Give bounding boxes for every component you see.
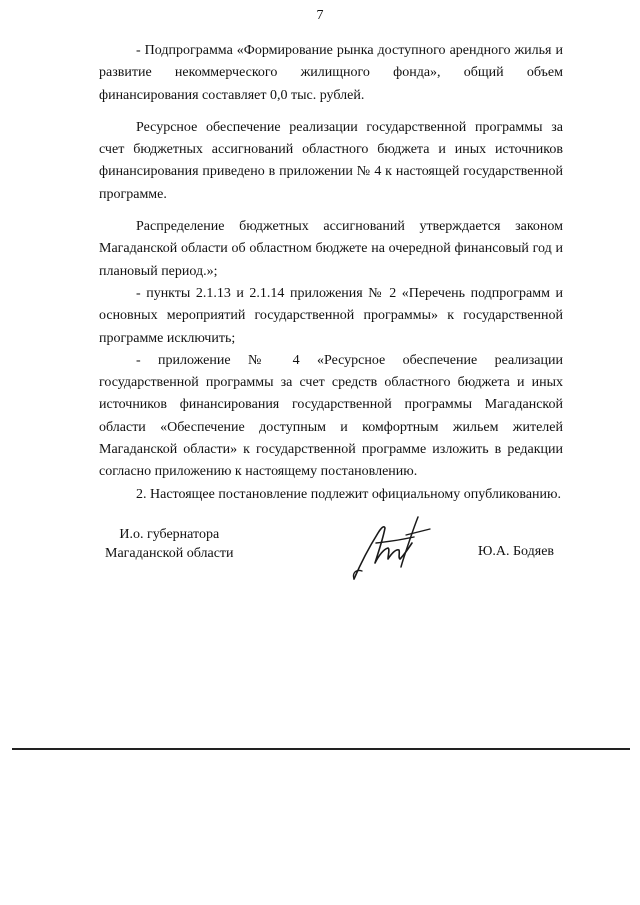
page-number: 7 bbox=[316, 8, 324, 23]
paragraph-resource-support: Ресурсное обеспечение реализации государственной программы за счет бюджетных ассигнований областного бюджета и иных источников финансирования приведено в приложении № 4 к настоящей государственной программе. bbox=[99, 119, 563, 202]
paragraph-budget-distribution: Распределение бюджетных ассигнований утверждается законом Магаданской области об областном бюджете на очередной финансовый год и плановый период.»; bbox=[99, 219, 563, 279]
paragraph-publication: 2. Настоящее постановление подлежит официальному опубликованию. bbox=[136, 486, 561, 502]
document-body bbox=[99, 40, 563, 506]
page-divider-line bbox=[12, 748, 630, 750]
signer-position bbox=[105, 525, 234, 563]
signer-position-line1: И.о. губернатора bbox=[119, 527, 220, 542]
paragraph-items-exclusion: - пункты 2.1.13 и 2.1.14 приложения № 2 «Перечень подпрограмм и основных мероприятий государственной программы» к государственной программе исключить; bbox=[99, 285, 563, 346]
handwritten-signature bbox=[348, 513, 434, 583]
signer-position-line2: Магаданской области bbox=[105, 546, 234, 561]
signer-name: Ю.А. Бодяев bbox=[478, 544, 555, 559]
paragraph-subprogram-rental-housing: - Подпрограмма «Формирование рынка доступного арендного жилья и развитие некоммерческого жилищного фонда», общий объем финансирования составляет 0,0 тыс. рублей. bbox=[99, 43, 563, 103]
signature-block bbox=[0, 525, 640, 595]
paragraph-appendix-4: - приложение № 4 «Ресурсное обеспечение реализации государственной программы за счет средств областного бюджета и иных источников финансирования государственной программы Магаданской области «Обеспечение доступным и комфортным жильем жителей Магаданской области» к государственной программе изложить в редакции согласно приложению к настоящему постановлению. bbox=[99, 352, 563, 480]
